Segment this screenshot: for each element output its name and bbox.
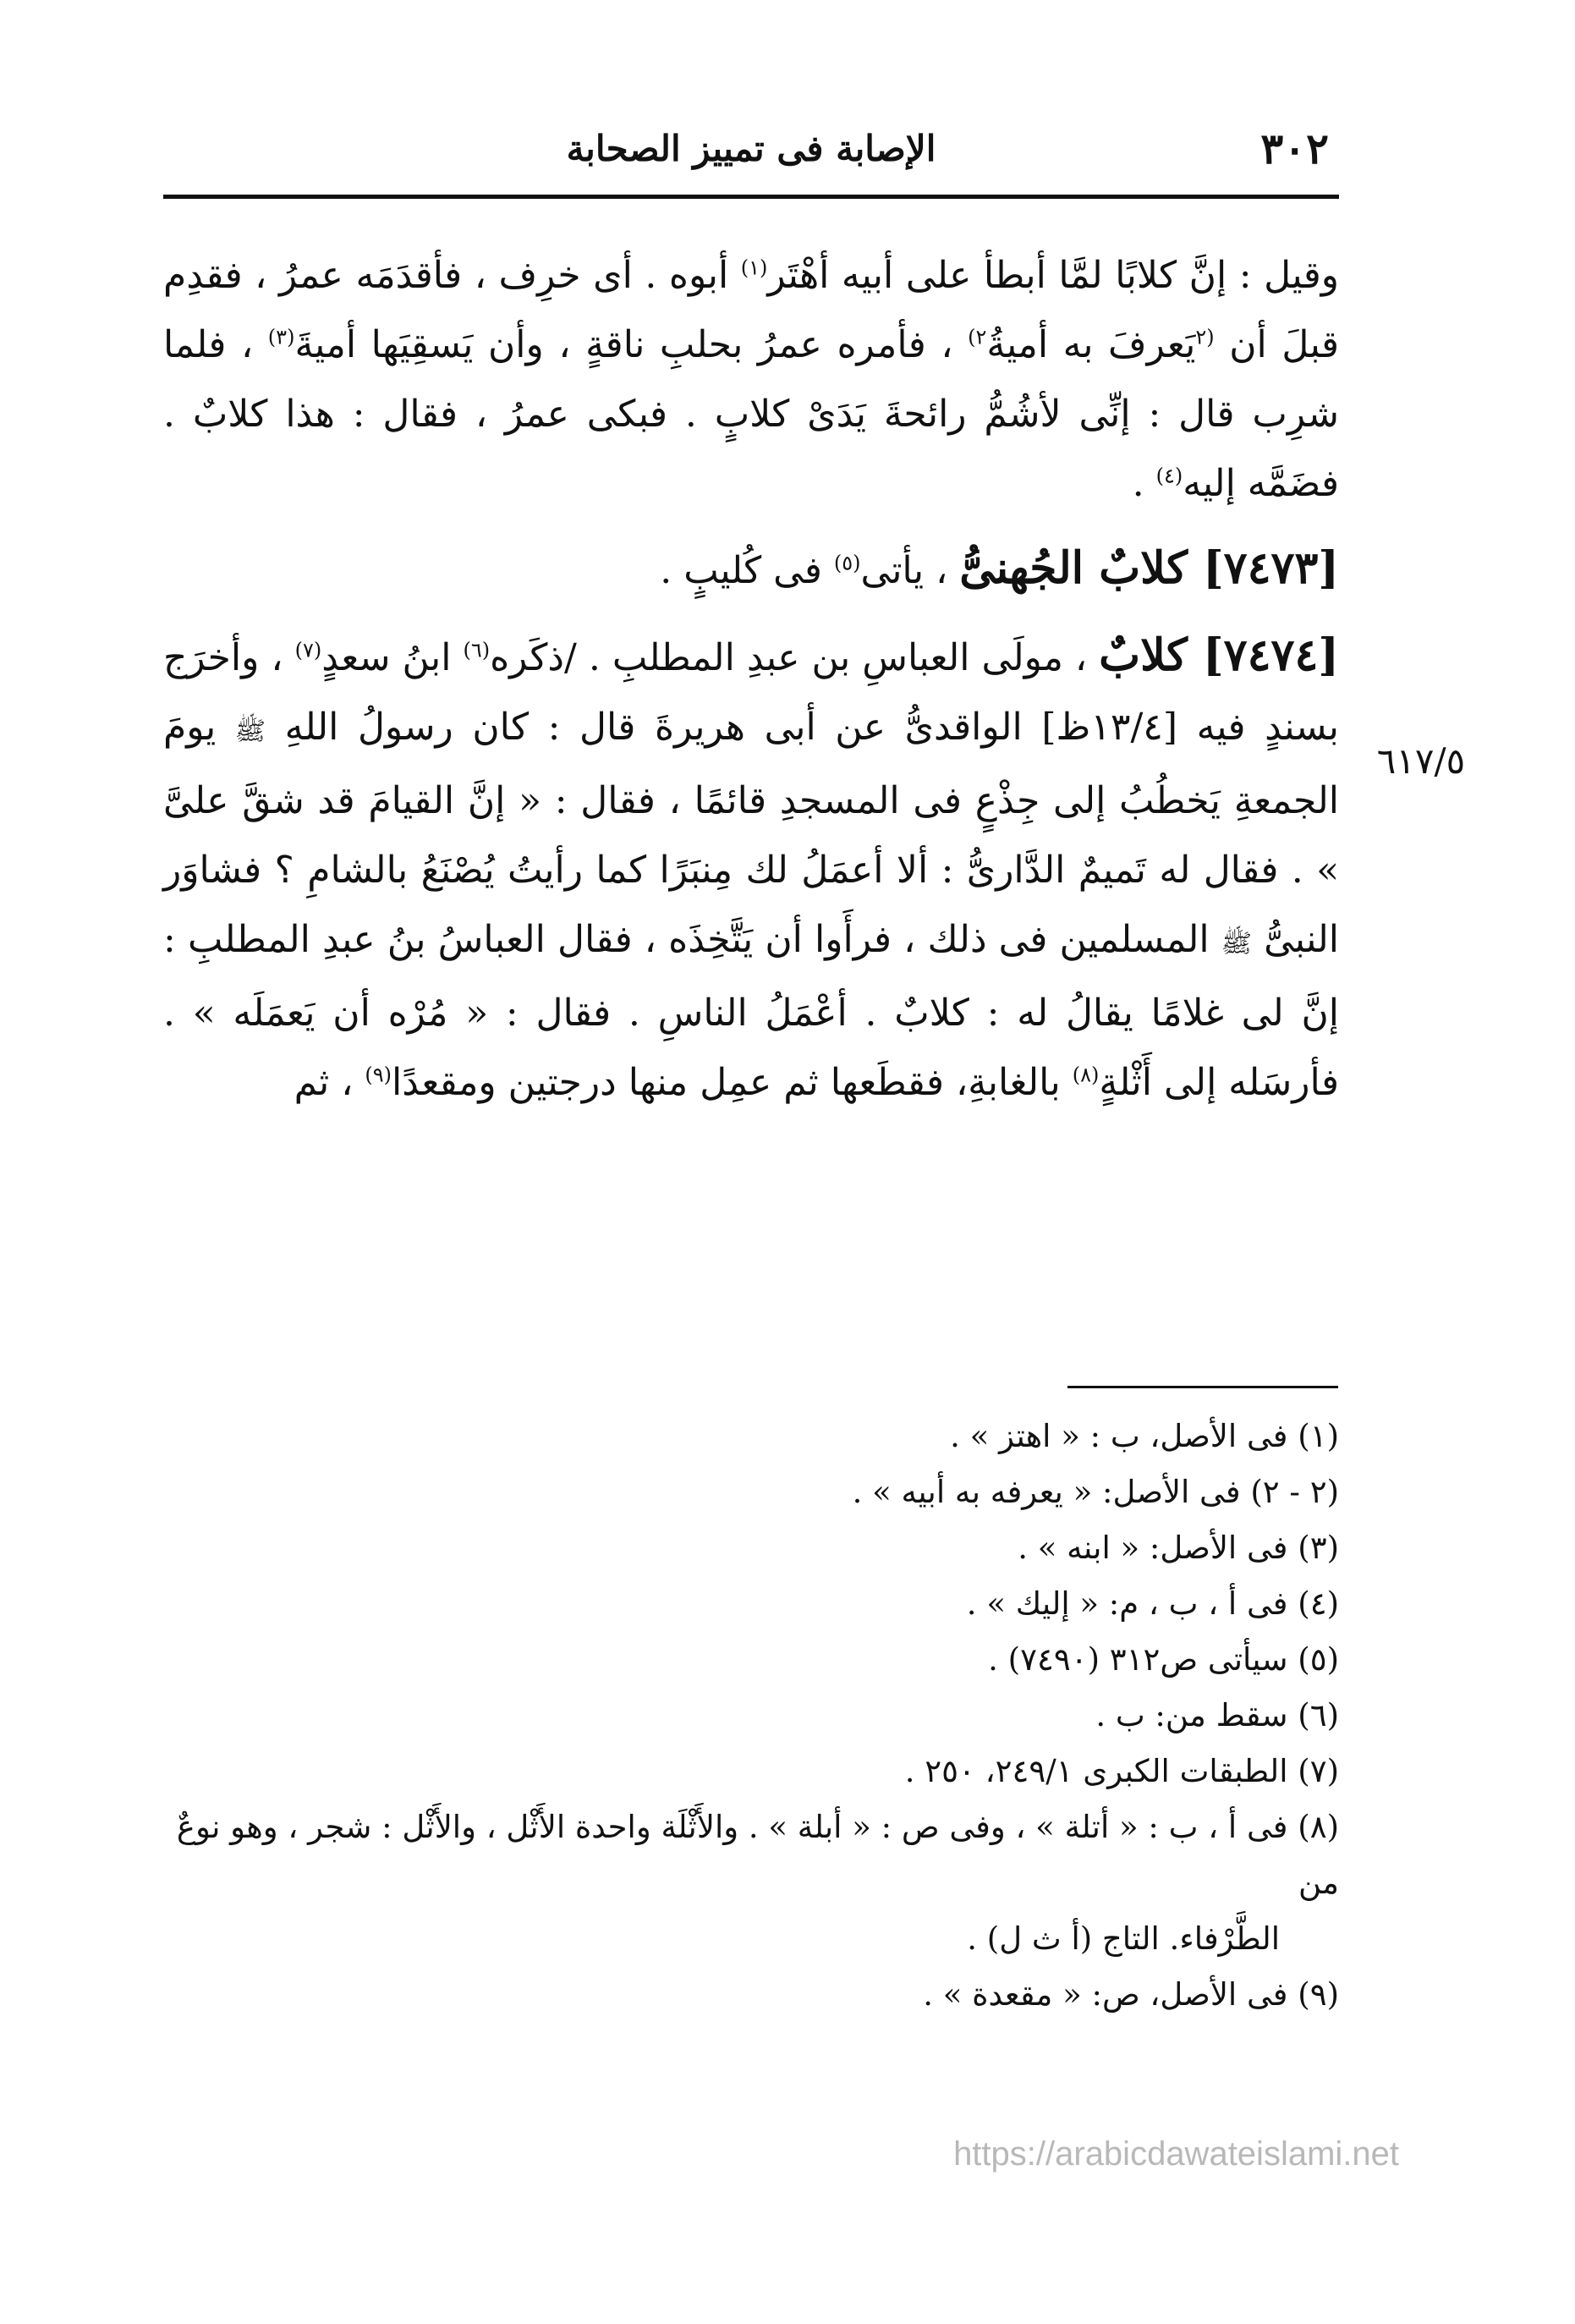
running-title: الإصابة فى تمييز الصحابة: [566, 127, 936, 169]
page-header: [163, 118, 1339, 178]
footnote-ref[interactable]: (٦): [463, 638, 491, 662]
watermark-url: https://arabicdawateislami.net: [953, 2135, 1399, 2173]
footnote-ref[interactable]: (٥): [833, 551, 861, 575]
footnote: (١) فى الأصل، ب : « اهتز » .: [950, 1418, 1339, 1454]
footnote-ref[interactable]: (١): [740, 255, 768, 280]
footnote-ref[interactable]: (٢: [1195, 325, 1215, 349]
entry-title: [٧٤٧٤] كلابٌ: [1099, 629, 1339, 681]
paragraph-1: وقيل : إنَّ كلابًا لمَّا أبطأ على أبيه أهْتَر$^{(١)}$ أبوه . أى خرِف ، فأقدَمَه عمرُ ، فقدِم قبلَ أن $^{(٢}$يَعرفَ به أميةُ$^{٢)}$ ، فأمره عمرُ بحلبِ ناقةٍ ، وأن يَسقِيَها أميةَ$^{(٣)}$ ، فلما شرِب قال : إنِّى لأشُمُّ رائحةَ يَدَىْ كلابٍ . فبكى عمرُ ، فقال : هذا كلابٌ . فضَمَّه إليه$^{(٤)}$ .: [163, 254, 1339, 505]
footnote-ref[interactable]: (٧): [294, 638, 322, 662]
header-rule: [163, 195, 1339, 199]
entry-7474: [٧٤٧٤] كلابٌ ، مولَى العباسِ بن عبدِ المطلبِ . /ذكَره$^{(٦)}$ ابنُ سعدٍ$^{(٧)}$ ، وأخرَج بسندٍ فيه [١٣/٤ظ] الواقدىُّ عن أبى هريرةَ قال : كان رسولُ اللهِ ﷺ يومَ الجمعةِ يَخطُبُ إلى جِذْعٍ فى المسجدِ قائمًا ، فقال : « إنَّ القيامَ قد شقَّ علىَّ » . فقال له تَميمٌ الدَّارىُّ : ألا أعمَلُ لك مِنبَرًا كما رأيتُ يُصْنَعُ بالشامِ ؟ فشاوَر النبىُّ ﷺ المسلمين فى ذلك ، فرأَوا أن يَتَّخِذَه ، فقال العباسُ بنُ عبدِ المطلبِ : إنَّ لى غلامًا يقالُ له : كلابٌ . أعْمَلُ الناسِ . فقال : « مُرْه أن يَعمَلَه » . فأرسَله إلى أَثْلةٍ$^{(٨)}$ بالغابةِ، فقطَعها ثم عمِل منها درجتين ومقعدًا$^{(٩)}$ ، ثم: [163, 629, 1339, 1104]
honorific-symbol: ﷺ: [1221, 929, 1252, 959]
footnote-ref[interactable]: (٨): [1072, 1063, 1100, 1087]
footnotes: [163, 1409, 1339, 2023]
main-text: [163, 241, 1339, 1118]
footnote-ref[interactable]: (٩): [365, 1063, 392, 1087]
footnote: (٢ - ٢) فى الأصل: « يعرفه به أبيه » .: [852, 1474, 1339, 1510]
margin-page-reference: ٦١٧/٥: [1376, 740, 1466, 782]
footnote-continuation: الطَّرْفاء. التاج (أ ث ل) .: [967, 1920, 1280, 1957]
footnote: (٤) فى أ ، ب ، م: « إليك » .: [966, 1585, 1339, 1622]
honorific-symbol: ﷺ: [234, 717, 266, 746]
footnote: (٨) فى أ ، ب : « أتلة » ، وفى ص : « أبلة » . والأَثْلَة واحدة الأَثْل ، والأَثْل : شجر ، وهو نوعٌ من: [176, 1809, 1339, 1901]
footnote: (٣) فى الأصل: « ابنه » .: [1018, 1530, 1339, 1566]
footnote-ref[interactable]: (٤): [1155, 464, 1183, 488]
footnote: (٦) سقط من: ب .: [1095, 1697, 1339, 1733]
entry-7473: [٧٤٧٣] كلابٌ الجُهنىُّ ، يأتى$^{(٥)}$ فى كُليبٍ .: [660, 542, 1339, 594]
footnote: (٧) الطبقات الكبرى ٢٤٩/١، ٢٥٠ .: [904, 1753, 1339, 1789]
footnote-ref[interactable]: ٢): [968, 325, 987, 349]
footnote: (٩) فى الأصل، ص: « مقعدة » .: [923, 1976, 1339, 2013]
page-number: ٣٠٢: [1260, 123, 1329, 173]
entry-title: [٧٤٧٣] كلابٌ الجُهنىُّ: [959, 542, 1339, 594]
footnote-rule: [1067, 1386, 1338, 1388]
footnote: (٥) سيأتى ص٣١٢ (٧٤٩٠) .: [988, 1641, 1339, 1678]
footnote-ref[interactable]: (٣): [267, 325, 295, 349]
